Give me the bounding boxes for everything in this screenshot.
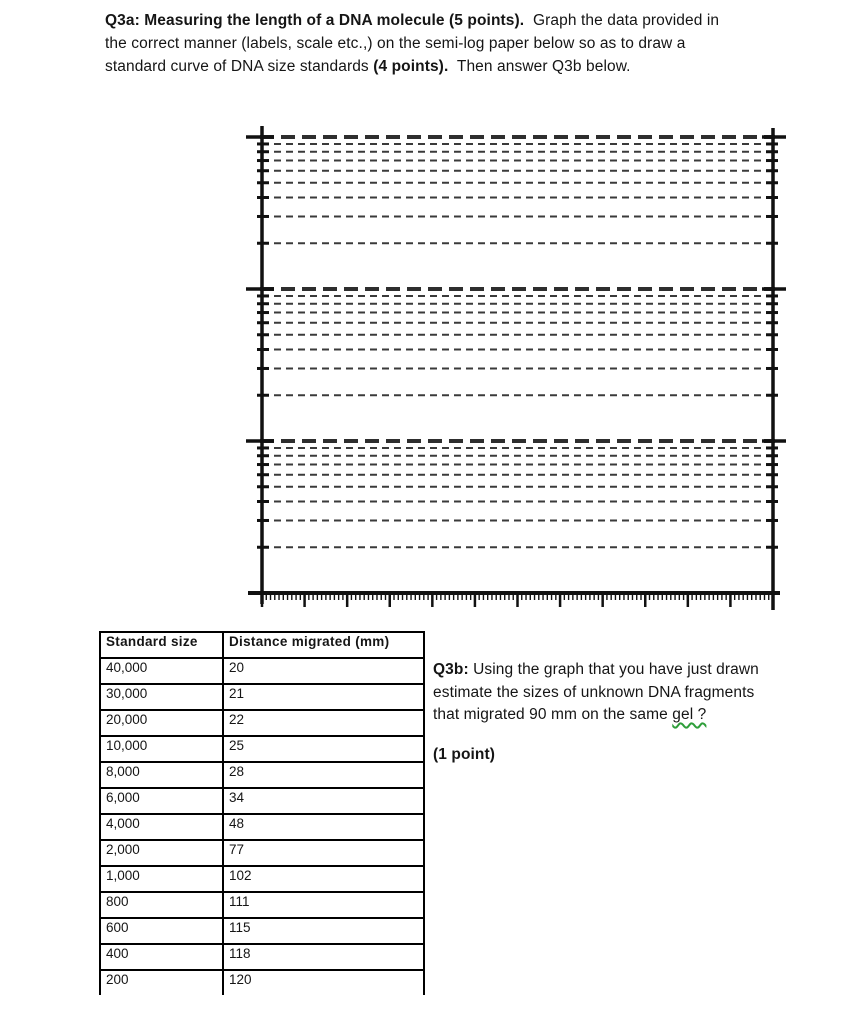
cell-size: 10,000	[100, 736, 223, 762]
q3a-points-bold: (4 points).	[373, 58, 449, 75]
table-row	[100, 684, 424, 710]
cell-size: 200	[100, 970, 223, 995]
dna-standards-table	[99, 631, 425, 995]
q3a-line-2: the correct manner (labels, scale etc.,) on the semi-log paper below so as to draw a	[105, 35, 686, 52]
cell-distance: 21	[223, 684, 424, 710]
q3b-label: Q3b:	[433, 661, 469, 678]
header-distance-migrated: Distance migrated (mm)	[223, 632, 424, 658]
cell-distance: 22	[223, 710, 424, 736]
table-row	[100, 736, 424, 762]
cell-distance: 77	[223, 840, 424, 866]
cell-size: 600	[100, 918, 223, 944]
q3b-line-3-start: that migrated 90 mm on the same	[433, 706, 673, 723]
cell-distance: 120	[223, 970, 424, 995]
q3a-line-1-rest: Graph the data provided in	[524, 12, 720, 29]
table-row	[100, 918, 424, 944]
q3b-spellcheck-flagged-word: gel ?	[672, 706, 707, 723]
table-row	[100, 944, 424, 970]
table-row	[100, 892, 424, 918]
cell-distance: 115	[223, 918, 424, 944]
table-row	[100, 788, 424, 814]
cell-size: 800	[100, 892, 223, 918]
q3a-title-bold: Q3a: Measuring the length of a DNA molecule (5 points).	[105, 12, 525, 29]
cell-size: 30,000	[100, 684, 223, 710]
cell-size: 2,000	[100, 840, 223, 866]
q3b-line-1-rest: Using the graph that you have just drawn	[468, 661, 759, 678]
cell-distance: 34	[223, 788, 424, 814]
axis-tick-marks	[246, 137, 786, 607]
header-standard-size: Standard size	[100, 632, 223, 658]
cell-distance: 28	[223, 762, 424, 788]
table-row	[100, 710, 424, 736]
table-row	[100, 762, 424, 788]
cell-distance: 111	[223, 892, 424, 918]
q3a-line-3-end: Then answer Q3b below.	[448, 58, 631, 75]
table-row	[100, 840, 424, 866]
cell-distance: 118	[223, 944, 424, 970]
question-q3b-text	[433, 659, 833, 766]
cell-distance: 48	[223, 814, 424, 840]
cell-distance: 102	[223, 866, 424, 892]
cell-size: 400	[100, 944, 223, 970]
q3a-line-3-start: standard curve of DNA size standards	[105, 58, 374, 75]
table-header-row	[100, 632, 424, 658]
table-row	[100, 658, 424, 684]
q3b-line-3	[433, 704, 833, 727]
q3b-points: (1 point)	[433, 745, 496, 763]
cell-size: 40,000	[100, 658, 223, 684]
cell-size: 4,000	[100, 814, 223, 840]
cell-size: 20,000	[100, 710, 223, 736]
table-row	[100, 970, 424, 995]
table-row	[100, 866, 424, 892]
q3b-line-2: estimate the sizes of unknown DNA fragments	[433, 683, 755, 701]
table-row	[100, 814, 424, 840]
q3b-line-1	[433, 659, 833, 682]
log-grid-lines	[260, 137, 775, 547]
cell-size: 8,000	[100, 762, 223, 788]
cell-distance: 25	[223, 736, 424, 762]
cell-distance: 20	[223, 658, 424, 684]
cell-size: 6,000	[100, 788, 223, 814]
cell-size: 1,000	[100, 866, 223, 892]
